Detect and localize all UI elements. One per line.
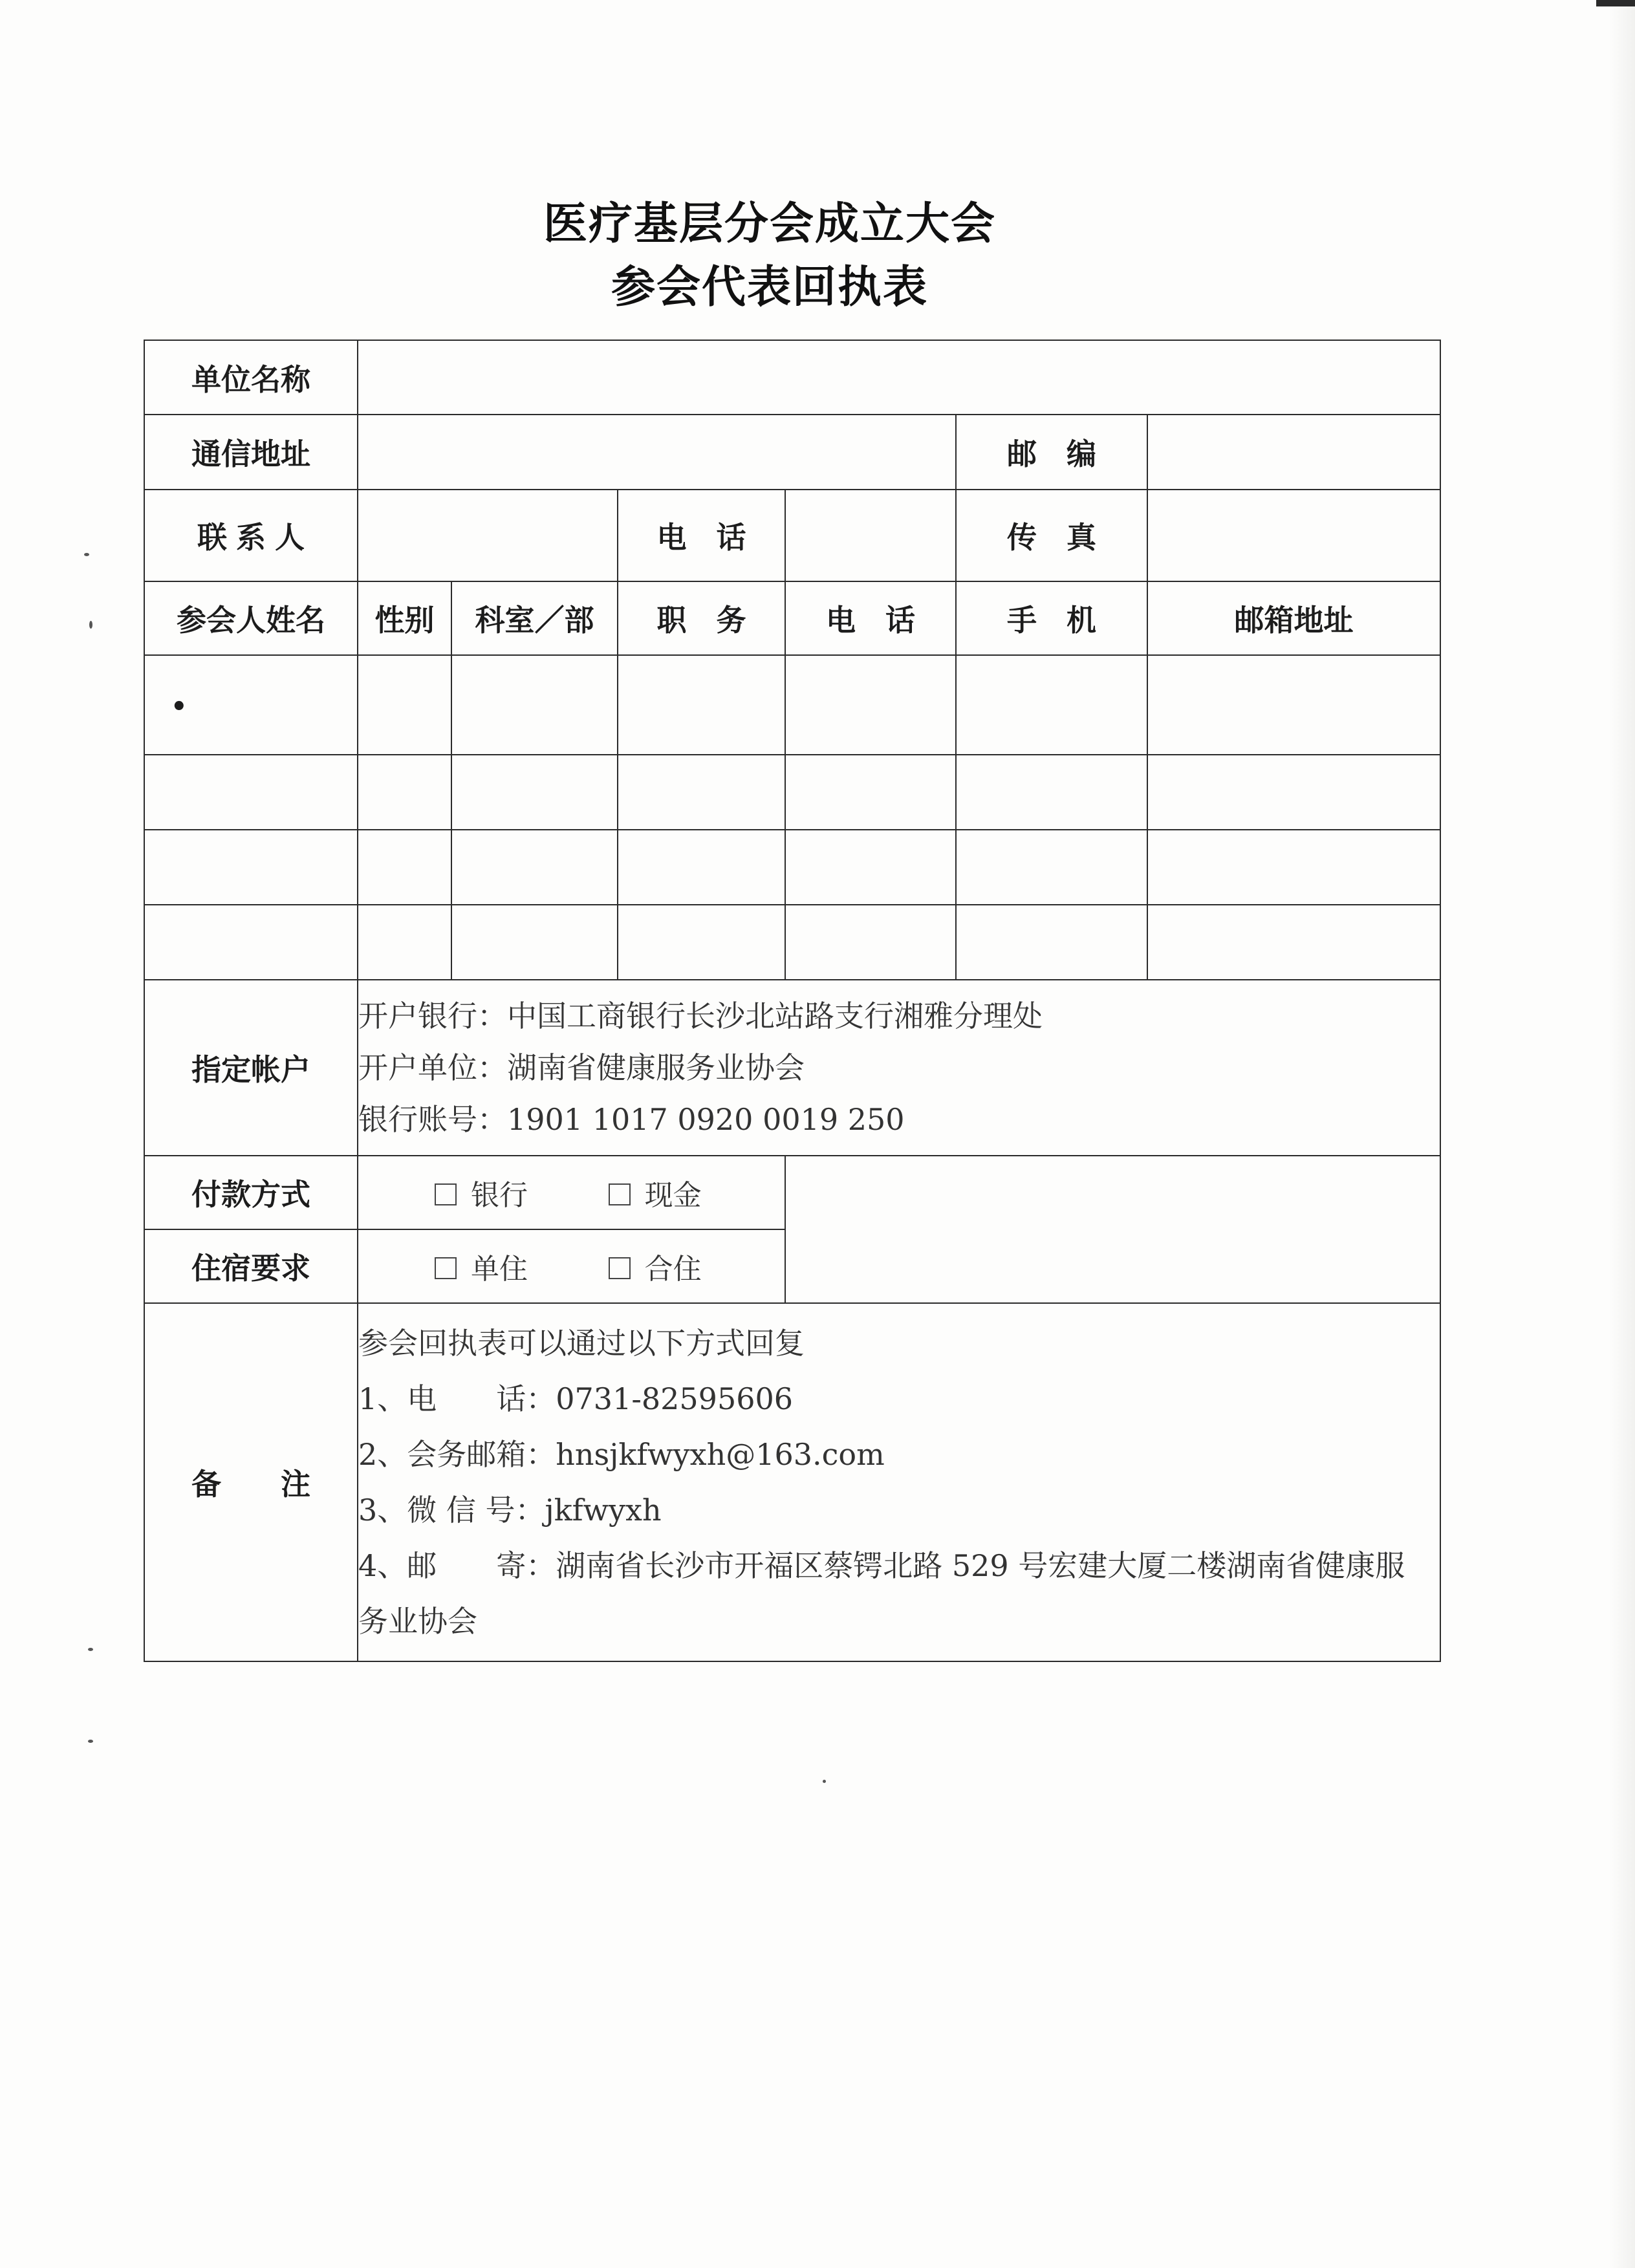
blank-area xyxy=(785,1156,1440,1303)
attendee-name-cell[interactable] xyxy=(144,755,358,830)
table-row xyxy=(144,655,1440,755)
account-label: 指定帐户 xyxy=(144,980,358,1156)
contact-field[interactable] xyxy=(358,490,618,581)
scan-speck xyxy=(84,553,89,556)
attendee-position-cell[interactable] xyxy=(618,655,785,755)
attendee-position-cell[interactable] xyxy=(618,830,785,905)
unit-name-field[interactable] xyxy=(358,340,1440,415)
fax-field[interactable] xyxy=(1147,490,1440,581)
checkbox[interactable] xyxy=(609,1183,631,1205)
scan-speck xyxy=(823,1780,826,1783)
attendee-mobile-cell[interactable] xyxy=(956,830,1147,905)
checkbox[interactable] xyxy=(435,1183,457,1205)
remarks-wechat: 3、微 信 号：jkfwyxh xyxy=(358,1493,662,1528)
phone-label: 电 话 xyxy=(618,490,785,581)
lodging-option-single[interactable]: 单住 xyxy=(435,1246,528,1287)
attendee-position-cell[interactable] xyxy=(618,905,785,980)
attendee-mobile-cell[interactable] xyxy=(956,905,1147,980)
remarks-mail-address: 4、邮 寄：湖南省长沙市开福区蔡锷北路 529 号宏建大厦二楼湖南省健康服务业协会 xyxy=(358,1548,1405,1639)
phone-field[interactable] xyxy=(785,490,956,581)
scan-corner-mark xyxy=(1596,0,1635,6)
document-subtitle: 参会代表回执表 xyxy=(611,262,928,313)
attendee-name-cell[interactable] xyxy=(144,830,358,905)
attendee-mobile-cell[interactable] xyxy=(956,655,1147,755)
document-title: 医疗基层分会成立大会 xyxy=(543,199,996,250)
remarks-content xyxy=(358,1303,1440,1661)
attendee-gender-cell[interactable] xyxy=(358,830,451,905)
table-row xyxy=(144,755,1440,830)
registration-form xyxy=(144,340,1441,1662)
attendee-gender-cell[interactable] xyxy=(358,655,451,755)
account-details xyxy=(358,980,1440,1156)
col-header-department: 科室／部 xyxy=(451,581,618,655)
attendee-name-cell[interactable] xyxy=(144,655,358,755)
remarks-phone: 1、电 话：0731-82595606 xyxy=(358,1381,794,1416)
address-label: 通信地址 xyxy=(144,415,358,490)
table-row xyxy=(144,830,1440,905)
attendee-department-cell[interactable] xyxy=(451,905,618,980)
contact-label: 联系人 xyxy=(144,490,358,581)
attendee-name-cell[interactable] xyxy=(144,905,358,980)
postcode-label: 邮 编 xyxy=(956,415,1147,490)
lodging-options xyxy=(358,1229,785,1303)
attendee-phone-cell[interactable] xyxy=(785,755,956,830)
attendee-position-cell[interactable] xyxy=(618,755,785,830)
attendee-gender-cell[interactable] xyxy=(358,905,451,980)
attendee-email-cell[interactable] xyxy=(1147,905,1440,980)
attendee-department-cell[interactable] xyxy=(451,655,618,755)
checkbox[interactable] xyxy=(435,1257,457,1279)
attendee-email-cell[interactable] xyxy=(1147,830,1440,905)
attendee-department-cell[interactable] xyxy=(451,830,618,905)
scan-edge-shadow xyxy=(1609,0,1635,2268)
remarks-intro: 参会回执表可以通过以下方式回复 xyxy=(358,1326,805,1361)
account-number: 银行账号：1901 1017 0920 0019 250 xyxy=(358,1102,905,1137)
lodging-label: 住宿要求 xyxy=(144,1229,358,1303)
scan-speck xyxy=(88,1648,93,1651)
scan-speck xyxy=(88,1740,93,1743)
col-header-gender: 性别 xyxy=(358,581,451,655)
account-holder: 开户单位：湖南省健康服务业协会 xyxy=(358,1050,805,1085)
payment-label: 付款方式 xyxy=(144,1156,358,1229)
remarks-email: 2、会务邮箱：hnsjkfwyxh@163.com xyxy=(358,1437,885,1472)
attendee-phone-cell[interactable] xyxy=(785,655,956,755)
address-field[interactable] xyxy=(358,415,956,490)
payment-option-cash[interactable]: 现金 xyxy=(609,1172,702,1213)
payment-option-bank[interactable]: 银行 xyxy=(435,1172,528,1213)
col-header-phone: 电 话 xyxy=(785,581,956,655)
attendee-phone-cell[interactable] xyxy=(785,905,956,980)
postcode-field[interactable] xyxy=(1147,415,1440,490)
attendee-email-cell[interactable] xyxy=(1147,655,1440,755)
payment-options xyxy=(358,1156,785,1229)
remarks-label: 备 注 xyxy=(144,1303,358,1661)
fax-label: 传 真 xyxy=(956,490,1147,581)
row-marker: • xyxy=(171,692,188,722)
bank-name: 开户银行：中国工商银行长沙北站路支行湘雅分理处 xyxy=(358,999,1043,1033)
unit-name-label: 单位名称 xyxy=(144,340,358,415)
attendee-department-cell[interactable] xyxy=(451,755,618,830)
attendee-mobile-cell[interactable] xyxy=(956,755,1147,830)
col-header-mobile: 手 机 xyxy=(956,581,1147,655)
attendee-phone-cell[interactable] xyxy=(785,830,956,905)
scan-speck xyxy=(89,621,92,629)
col-header-name: 参会人姓名 xyxy=(144,581,358,655)
checkbox[interactable] xyxy=(609,1257,631,1279)
attendee-gender-cell[interactable] xyxy=(358,755,451,830)
col-header-email: 邮箱地址 xyxy=(1147,581,1440,655)
table-row xyxy=(144,905,1440,980)
col-header-position: 职 务 xyxy=(618,581,785,655)
lodging-option-shared[interactable]: 合住 xyxy=(609,1246,702,1287)
attendee-email-cell[interactable] xyxy=(1147,755,1440,830)
